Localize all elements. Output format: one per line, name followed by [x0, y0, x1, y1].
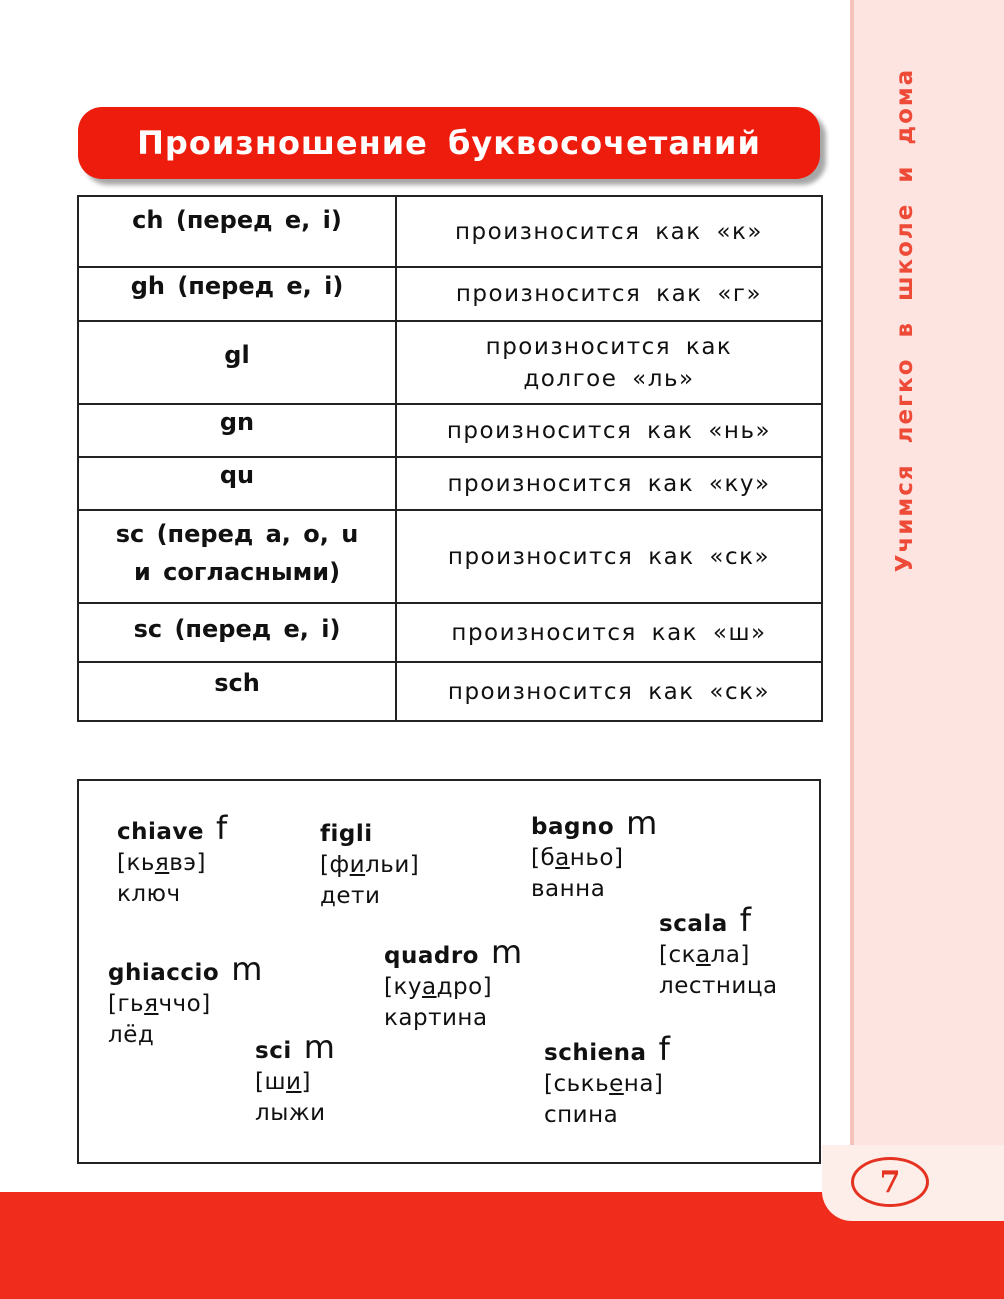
vocab-item: [384, 933, 523, 1034]
table-row: [78, 662, 822, 721]
pronunciation-table: [77, 195, 823, 722]
translation: дети: [320, 883, 381, 909]
translation: картина: [384, 1005, 488, 1031]
vocab-word: schiena: [544, 1040, 647, 1066]
combo-cell: ch (перед e, i): [78, 196, 396, 267]
table-row: [78, 457, 822, 510]
vocab-item: [108, 950, 263, 1051]
transcription: [ськьена]: [544, 1071, 664, 1097]
combo-cell: gl: [78, 321, 396, 404]
translation: лыжи: [255, 1100, 326, 1126]
rule-cell: произносится как «нь»: [396, 404, 822, 457]
vocab-item: [255, 1028, 336, 1129]
gender-mark: m: [231, 950, 263, 988]
combo-cell: qu: [78, 457, 396, 510]
transcription: [кьявэ]: [117, 850, 206, 876]
side-caption: Учимся легко в школе и дома: [892, 67, 918, 573]
vocab-item: [531, 804, 658, 905]
rule-cell: произносится как долгое «ль»: [396, 321, 822, 404]
table-row: [78, 510, 822, 603]
page-title: Произношение буквосочетаний: [78, 107, 820, 179]
vocab-word: quadro: [384, 943, 479, 969]
combo-cell: gh (перед e, i): [78, 267, 396, 321]
translation: лёд: [108, 1022, 155, 1048]
combo-cell: gn: [78, 404, 396, 457]
vocab-item: [659, 901, 778, 1002]
vocab-word: figli: [320, 821, 373, 847]
vocab-item: [320, 819, 419, 912]
translation: спина: [544, 1102, 619, 1128]
vocab-word: chiave: [117, 819, 205, 845]
transcription: [ши]: [255, 1069, 311, 1095]
gender-mark: m: [303, 1028, 336, 1066]
vocab-word: sci: [255, 1038, 292, 1064]
table-row: [78, 196, 822, 267]
translation: ключ: [117, 881, 181, 907]
gender-mark: m: [490, 933, 523, 971]
table-row: [78, 404, 822, 457]
rule-cell: произносится как «ку»: [396, 457, 822, 510]
gender-mark: f: [739, 901, 752, 939]
transcription: [фильи]: [320, 852, 420, 878]
page-number: 7: [851, 1157, 929, 1207]
rule-cell: произносится как «г»: [396, 267, 822, 321]
translation: лестница: [659, 973, 778, 999]
rule-cell: произносится как «к»: [396, 196, 822, 267]
table-row: [78, 267, 822, 321]
gender-mark: m: [626, 804, 658, 842]
transcription: [скала]: [659, 942, 750, 968]
translation: ванна: [531, 876, 606, 902]
transcription: [куадро]: [384, 974, 493, 1000]
transcription: [гьяччо]: [108, 991, 211, 1017]
vocab-word: scala: [659, 911, 728, 937]
table-row: [78, 321, 822, 404]
combo-cell: sc (перед e, i): [78, 603, 396, 662]
side-strip: [850, 0, 1004, 1145]
combo-cell: sc (перед a, o, u и согласными): [78, 510, 396, 603]
vocab-item: [117, 809, 228, 910]
gender-mark: f: [216, 809, 228, 847]
rule-cell: произносится как «ск»: [396, 510, 822, 603]
table-row: [78, 603, 822, 662]
rule-cell: произносится как «ск»: [396, 662, 822, 721]
vocab-item: [544, 1030, 671, 1131]
vocab-word: bagno: [531, 814, 615, 840]
combo-cell: sch: [78, 662, 396, 721]
rule-cell: произносится как «ш»: [396, 603, 822, 662]
vocab-word: ghiaccio: [108, 960, 220, 986]
gender-mark: f: [658, 1030, 671, 1068]
transcription: [баньо]: [531, 845, 624, 871]
